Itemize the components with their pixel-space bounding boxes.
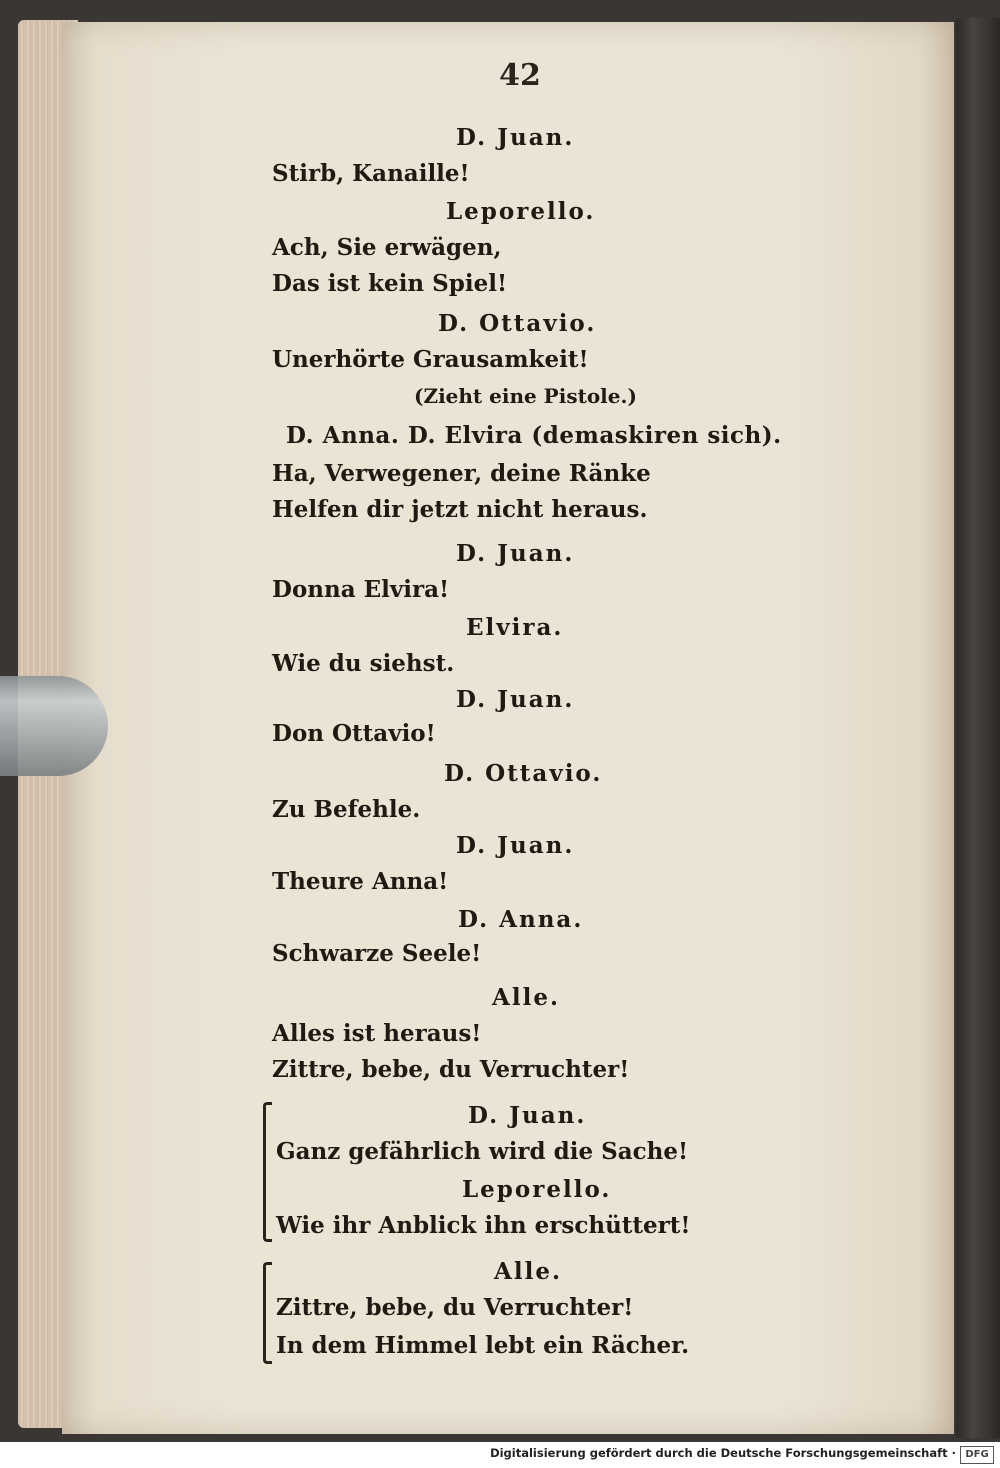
verse-line: Wie du siehst. bbox=[272, 650, 455, 677]
verse-line: Das ist kein Spiel! bbox=[272, 270, 508, 297]
verse-line: Wie ihr Anblick ihn erschüttert! bbox=[276, 1212, 691, 1239]
verse-line: Zittre, bebe, du Verruchter! bbox=[276, 1294, 634, 1321]
speaker-line: D. Ottavio. bbox=[438, 310, 597, 337]
footer-bar bbox=[0, 1442, 1000, 1468]
speaker-line: D. Juan. bbox=[456, 124, 575, 151]
speaker-line: D. Ottavio. bbox=[444, 760, 603, 787]
verse-line: Ganz gefährlich wird die Sache! bbox=[276, 1138, 689, 1165]
page-clip bbox=[0, 676, 108, 776]
speaker-line: D. Juan. bbox=[456, 686, 575, 713]
dfg-logo-icon: DFG bbox=[960, 1446, 994, 1464]
verse-line: Helfen dir jetzt nicht heraus. bbox=[272, 496, 648, 523]
verse-line: Alles ist heraus! bbox=[272, 1020, 482, 1047]
ensemble-bracket bbox=[263, 1102, 272, 1242]
speaker-line: Elvira. bbox=[466, 614, 564, 641]
speaker-line: Alle. bbox=[492, 984, 560, 1011]
ensemble-bracket bbox=[263, 1262, 272, 1364]
speaker-line: Leporello. bbox=[462, 1176, 612, 1203]
verse-line: Theure Anna! bbox=[272, 868, 449, 895]
speaker-line: Leporello. bbox=[446, 198, 596, 225]
verse-line: In dem Himmel lebt ein Rächer. bbox=[276, 1332, 690, 1359]
funding-notice: Digitalisierung gefördert durch die Deutsche Forschungsgemeinschaft · bbox=[490, 1446, 956, 1460]
page-number: 42 bbox=[499, 58, 541, 93]
speaker-line: D. Anna. D. Elvira (demaskiren sich). bbox=[286, 422, 782, 449]
verse-line: Ach, Sie erwägen, bbox=[272, 234, 502, 261]
stage-direction: (Zieht eine Pistole.) bbox=[414, 384, 637, 408]
speaker-line: Alle. bbox=[494, 1258, 562, 1285]
speaker-line: D. Juan. bbox=[456, 832, 575, 859]
verse-line: Don Ottavio! bbox=[272, 720, 436, 747]
verse-line: Donna Elvira! bbox=[272, 576, 450, 603]
speaker-line: D. Juan. bbox=[468, 1102, 587, 1129]
verse-line: Schwarze Seele! bbox=[272, 940, 482, 967]
verse-line: Ha, Verwegener, deine Ränke bbox=[272, 460, 651, 487]
verse-line: Zittre, bebe, du Verruchter! bbox=[272, 1056, 630, 1083]
verse-line: Zu Befehle. bbox=[272, 796, 421, 823]
verse-line: Stirb, Kanaille! bbox=[272, 160, 470, 187]
speaker-line: D. Juan. bbox=[456, 540, 575, 567]
speaker-line: D. Anna. bbox=[458, 906, 584, 933]
verse-line: Unerhörte Grausamkeit! bbox=[272, 346, 589, 373]
book-spine-edge bbox=[956, 18, 1000, 1438]
